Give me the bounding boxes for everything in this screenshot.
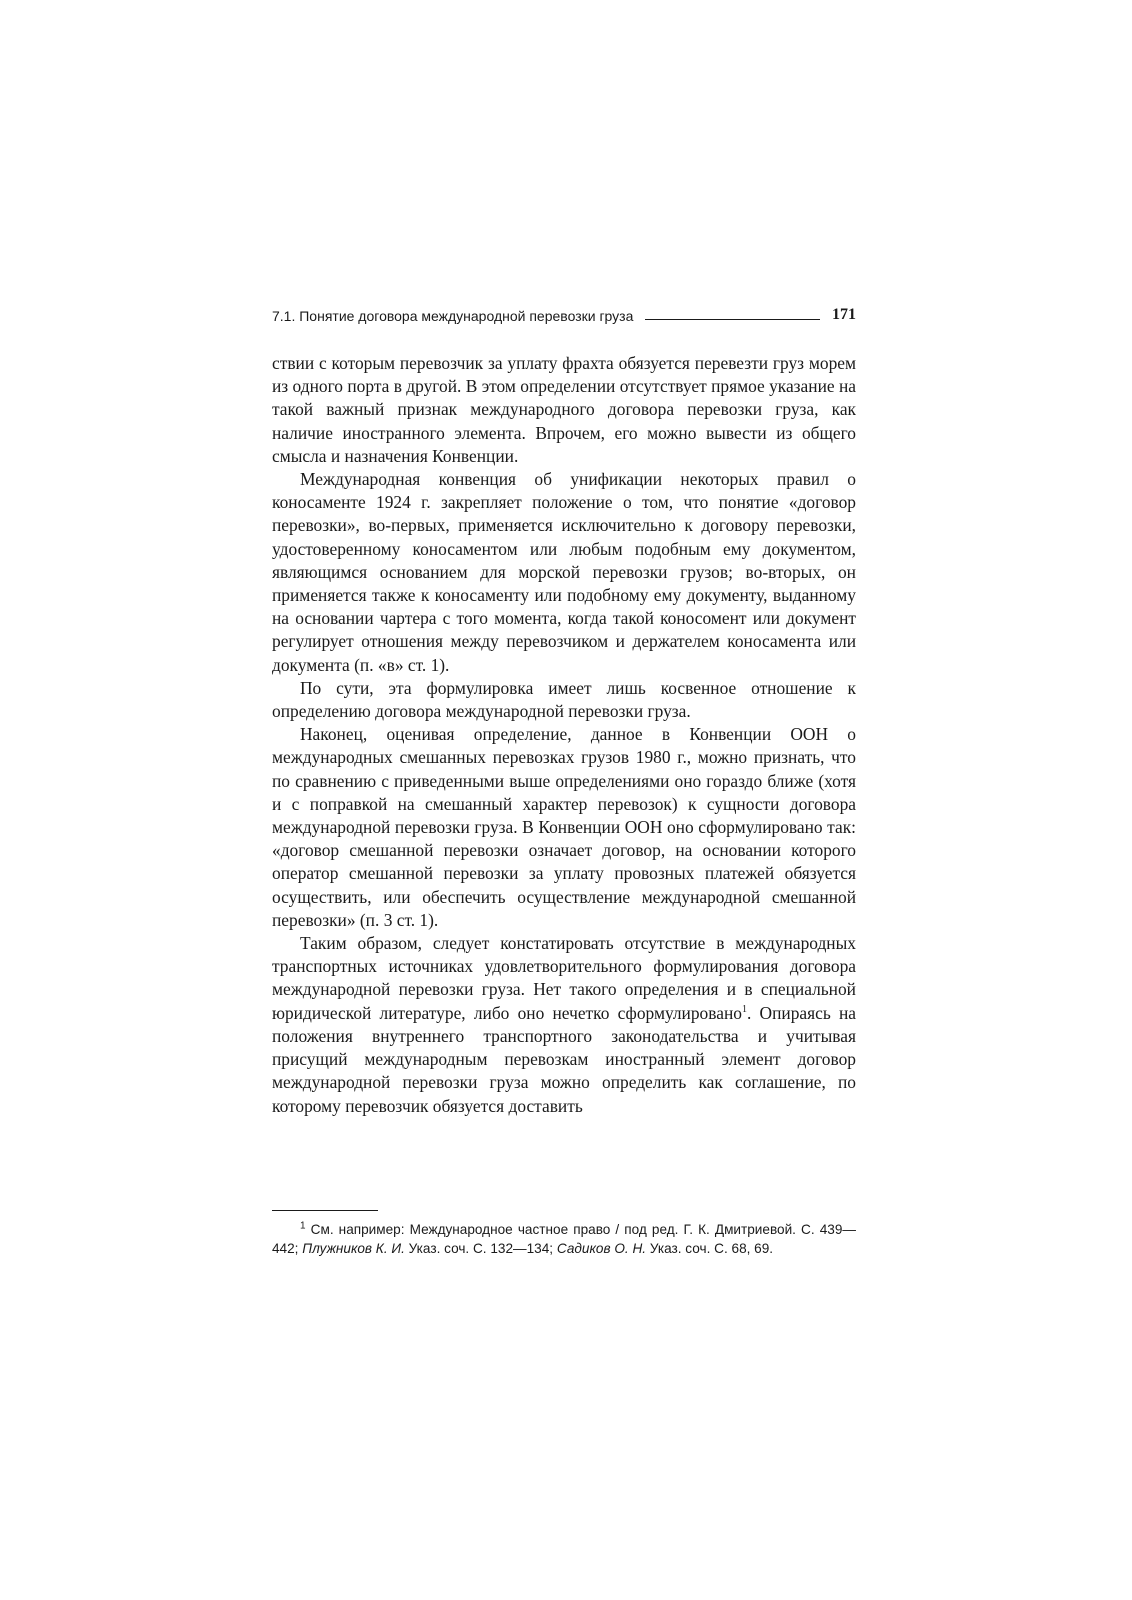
- running-head: [272, 300, 856, 324]
- paragraph-1: ствии с которым перевозчик за уплату фрахта обязуется перевезти груз морем из одного порта в другой. В этом определении отсутствует прямое указание на такой важный признак международного договора перевозки груза, как наличие иностранного элемента. Впрочем, его можно вывести из общего смысла и назначения Конвенции.: [272, 353, 856, 466]
- paragraph-5-text-before: Таким образом, следует констатировать отсутствие в международных транспортных источниках удовлетворительного формулирования договора международной перевозки груза. Нет такого определения и в специальной юридической литературе, либо оно нечетко сформулировано: [272, 933, 856, 1023]
- footnote-part-2: Указ. соч. С. 132—134;: [408, 1241, 554, 1256]
- paragraph-2: Международная конвенция об унификации некоторых правил о коносаменте 1924 г. закрепляет положение о том, что понятие «договор перевозки», во-первых, применяется исключительно к договору перевозки, удостоверенному коносаментом или любым подобным ему документом, являющимся основанием для морской перевозки грузов; во-вторых, он применяется также к коносаменту или подобному ему документу, выданному на основании чартера с того момента, когда такой коносомент или документ регулирует отношения между перевозчиком и держателем коносамента или документа (п. «в» ст. 1).: [272, 469, 856, 675]
- running-head-rule: [645, 319, 820, 320]
- footnote-author-2: Садиков О. Н.: [556, 1241, 647, 1256]
- book-page: [272, 300, 856, 1280]
- footnote-part-3: Указ. соч. С. 68, 69.: [649, 1241, 774, 1256]
- footnote-marker: 1: [300, 1220, 306, 1232]
- paragraph-3: По сути, эта формулировка имеет лишь косвенное отношение к определению договора международной перевозки груза.: [272, 677, 856, 722]
- footnote-reference: 1: [741, 1003, 747, 1015]
- footnote-part-1: См. например: Международное частное право / под ред. Г. К. Дмитриевой. С. 439—442;: [272, 1222, 856, 1256]
- paragraph-5: [272, 932, 856, 1118]
- footnote-separator: [272, 1210, 378, 1211]
- paragraph-4: Наконец, оценивая определение, данное в Конвенции ООН о международных смешанных перевозках грузов 1980 г., можно признать, что по сравнению с приведенными выше определениями оно гораздо ближе (хотя и с поправкой на смешанный характер перевозок) к сущности договора международной перевозки груза. В Конвенции ООН оно сформулировано так: «договор смешанной перевозки означает договор, на основании которого оператор смешанной перевозки за уплату провозных платежей обязуется осуществить, или обеспечить осуществление международной смешанной перевозки» (п. 3 ст. 1).: [272, 724, 856, 930]
- running-head-title: 7.1. Понятие договора международной перевозки груза: [272, 308, 634, 324]
- page-number: 171: [832, 306, 856, 323]
- footnote-author-1: Плужников К. И.: [302, 1241, 405, 1256]
- footnote: [272, 1220, 856, 1258]
- paragraph-5-text-after: . Опираясь на положения внутреннего транспортного законодательства и учитывая присущий международным перевозкам иностранный элемент договор международной перевозки груза можно определить как соглашение, по которому перевозчик обязуется доставить: [272, 1002, 856, 1116]
- body-text: [272, 352, 856, 1118]
